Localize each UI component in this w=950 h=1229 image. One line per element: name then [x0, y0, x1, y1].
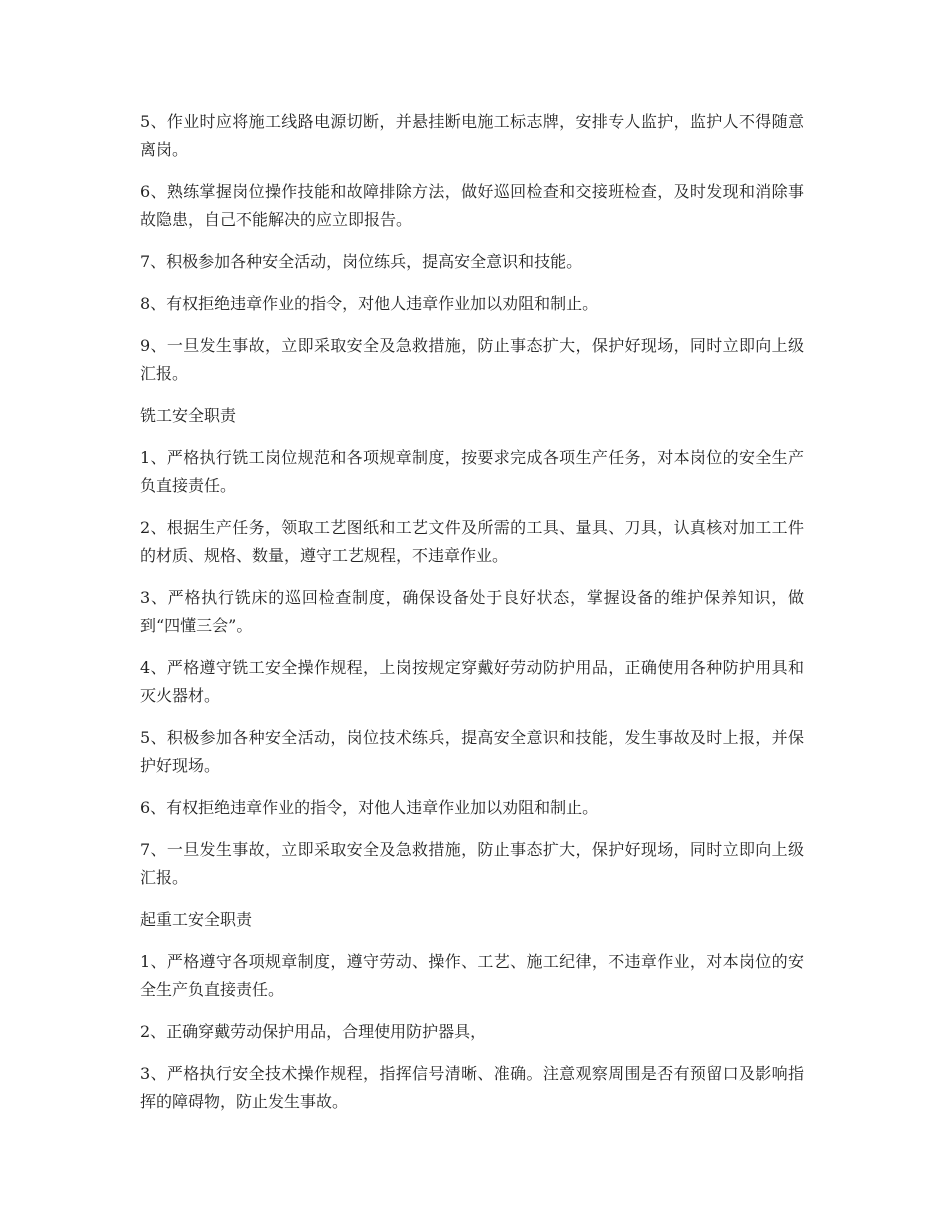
list-item: 6、有权拒绝违章作业的指令，对他人违章作业加以劝阻和制止。: [140, 798, 599, 817]
list-item: 3、严格执行铣床的巡回检查制度，确保设备处于良好状态，掌握设备的维护保养知识，做到“四懂三会”。: [140, 588, 804, 635]
document-page: [140, 108, 804, 1130]
section-heading-crane: 起重工安全职责: [140, 910, 253, 929]
list-item: 5、积极参加各种安全活动，岗位技术练兵，提高安全意识和技能，发生事故及时上报，并保护好现场。: [140, 728, 804, 775]
list-item: 2、正确穿戴劳动保护用品，合理使用防护器具，: [140, 1022, 487, 1041]
list-item: 2、根据生产任务，领取工艺图纸和工艺文件及所需的工具、量具、刀具，认真核对加工工件的材质、规格、数量，遵守工艺规程，不违章作业。: [140, 518, 804, 565]
list-item: 8、有权拒绝违章作业的指令，对他人违章作业加以劝阻和制止。: [140, 294, 599, 313]
list-item: 4、严格遵守铣工安全操作规程，上岗按规定穿戴好劳动防护用品，正确使用各种防护用具和灭火器材。: [140, 658, 804, 705]
list-item: 3、严格执行安全技术操作规程，指挥信号清晰、准确。注意观察周围是否有预留口及影响指挥的障碍物，防止发生事故。: [140, 1064, 804, 1111]
list-item: 9、一旦发生事故，立即采取安全及急救措施，防止事态扩大，保护好现场，同时立即向上级汇报。: [140, 336, 804, 383]
list-item: 1、严格遵守各项规章制度，遵守劳动、操作、工艺、施工纪律，不违章作业，对本岗位的安全生产负直接责任。: [140, 952, 804, 999]
list-item: 1、严格执行铣工岗位规范和各项规章制度，按要求完成各项生产任务，对本岗位的安全生产负直接责任。: [140, 448, 804, 495]
list-item: 7、一旦发生事故，立即采取安全及急救措施，防止事态扩大，保护好现场，同时立即向上级汇报。: [140, 840, 804, 887]
list-item: 6、熟练掌握岗位操作技能和故障排除方法，做好巡回检查和交接班检查，及时发现和消除事故隐患，自己不能解决的应立即报告。: [140, 182, 804, 229]
list-item: 5、作业时应将施工线路电源切断，并悬挂断电施工标志牌，安排专人监护，监护人不得随意离岗。: [140, 112, 804, 159]
list-item: 7、积极参加各种安全活动，岗位练兵，提高安全意识和技能。: [140, 252, 583, 271]
section-heading-milling: 铣工安全职责: [140, 406, 237, 425]
